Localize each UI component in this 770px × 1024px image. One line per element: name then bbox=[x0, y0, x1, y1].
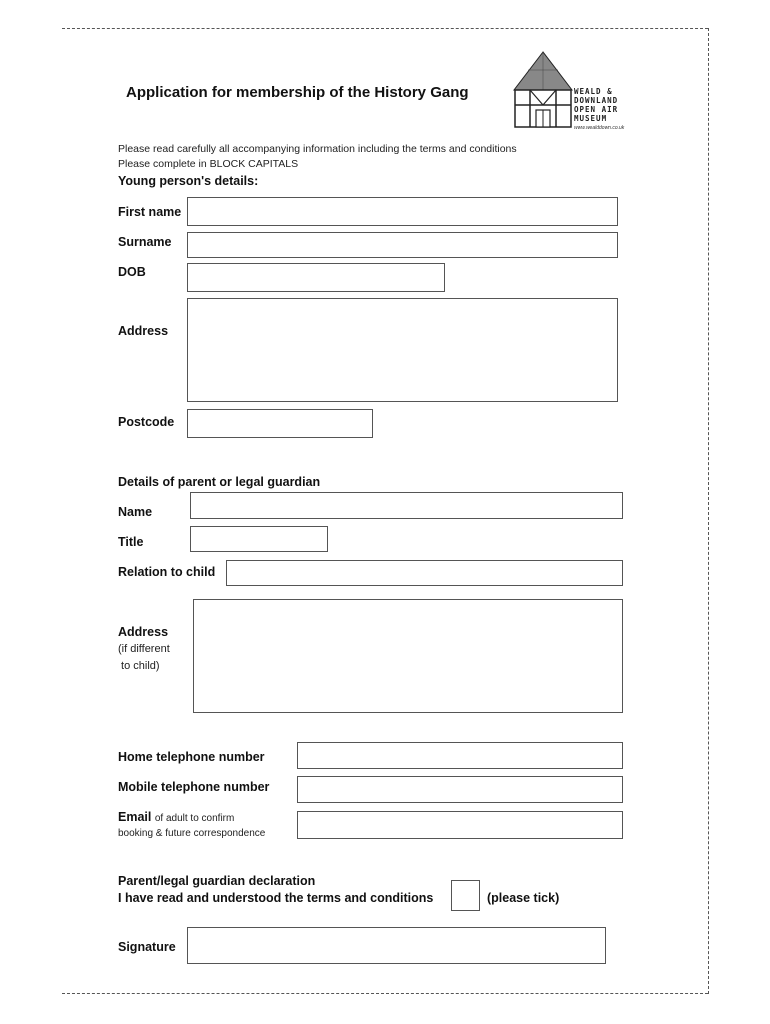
declaration-statement: I have read and understood the terms and conditions bbox=[118, 891, 434, 905]
postcode-field[interactable] bbox=[187, 409, 373, 438]
form-title: Application for membership of the History Gang bbox=[126, 84, 469, 101]
parent-address-note-1: (if different bbox=[118, 643, 170, 655]
email-note-1: of adult to confirm bbox=[154, 813, 235, 824]
email-field[interactable] bbox=[297, 811, 623, 839]
relation-label: Relation to child bbox=[118, 565, 216, 579]
surname-field[interactable] bbox=[187, 232, 618, 258]
email-label-row bbox=[118, 810, 234, 824]
parent-address-field[interactable] bbox=[193, 599, 623, 713]
page-border-right bbox=[708, 28, 709, 994]
page-border-top bbox=[62, 28, 708, 29]
declaration-heading: Parent/legal guardian declaration bbox=[118, 874, 316, 888]
home-phone-label: Home telephone number bbox=[118, 750, 265, 764]
email-label: Email bbox=[118, 810, 152, 824]
mobile-phone-field[interactable] bbox=[297, 776, 623, 803]
address-label: Address bbox=[118, 324, 169, 338]
tick-note: (please tick) bbox=[487, 891, 560, 905]
first-name-label: First name bbox=[118, 205, 182, 219]
parent-address-note-2: to child) bbox=[118, 660, 160, 672]
dob-field[interactable] bbox=[187, 263, 445, 292]
dob-label: DOB bbox=[118, 265, 146, 279]
museum-logo bbox=[512, 50, 634, 134]
relation-field[interactable] bbox=[226, 560, 623, 586]
postcode-label: Postcode bbox=[118, 415, 175, 429]
parent-title-label: Title bbox=[118, 535, 144, 549]
logo-line-1: WEALD & bbox=[574, 87, 613, 96]
instruction-line-2: Please complete in BLOCK CAPITALS bbox=[118, 158, 299, 170]
instruction-line-1: Please read carefully all accompanying information including the terms and conditions bbox=[118, 143, 517, 155]
email-note-2: booking & future correspondence bbox=[118, 828, 266, 839]
first-name-field[interactable] bbox=[187, 197, 618, 226]
parent-heading: Details of parent or legal guardian bbox=[118, 475, 321, 489]
parent-title-field[interactable] bbox=[190, 526, 328, 552]
terms-tick-box[interactable] bbox=[451, 880, 480, 911]
signature-field[interactable] bbox=[187, 927, 606, 964]
home-phone-field[interactable] bbox=[297, 742, 623, 769]
logo-line-4: MUSEUM bbox=[574, 114, 608, 123]
logo-line-3: OPEN AIR bbox=[574, 105, 619, 114]
logo-url: www.wealddown.co.uk bbox=[574, 125, 625, 131]
parent-name-field[interactable] bbox=[190, 492, 623, 519]
signature-label: Signature bbox=[118, 940, 176, 954]
parent-name-label: Name bbox=[118, 505, 153, 519]
young-person-heading: Young person's details: bbox=[118, 174, 259, 188]
page-border-bottom bbox=[62, 993, 708, 994]
mobile-phone-label: Mobile telephone number bbox=[118, 780, 270, 794]
house-logo-icon bbox=[512, 50, 574, 130]
logo-line-2: DOWNLAND bbox=[574, 96, 619, 105]
address-field[interactable] bbox=[187, 298, 618, 402]
parent-address-label: Address bbox=[118, 625, 169, 639]
surname-label: Surname bbox=[118, 235, 172, 249]
